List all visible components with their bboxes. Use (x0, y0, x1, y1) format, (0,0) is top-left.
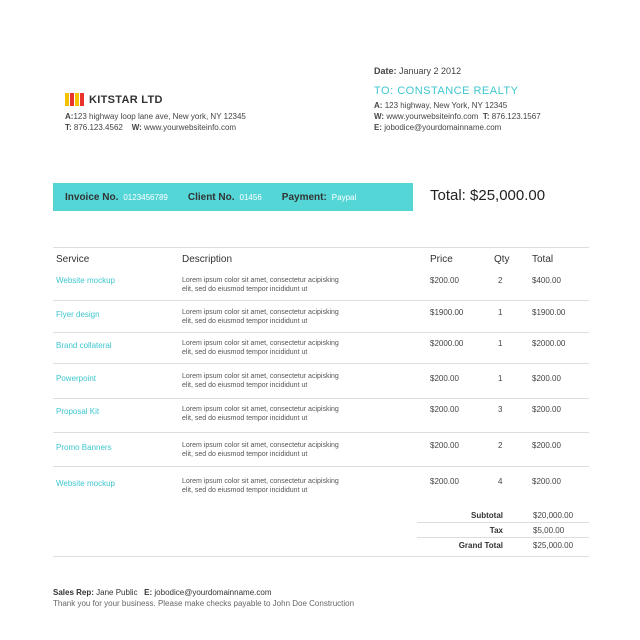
row-service: Powerpoint (56, 374, 97, 383)
client-no-value: 01456 (239, 192, 262, 202)
invoice-info-bar (53, 183, 413, 211)
row-service: Promo Banners (56, 443, 112, 452)
row-service: Flyer design (56, 310, 100, 319)
header-description: Description (182, 254, 233, 265)
logo-bar (80, 93, 84, 106)
logo-bar (75, 93, 79, 106)
tax-label: Tax (489, 526, 503, 535)
row-qty: 4 (498, 477, 503, 486)
sales-rep-line: Sales Rep: Jane Public E: jobodice@yourdomainname.com (53, 588, 272, 597)
row-total: $1900.00 (532, 308, 566, 317)
row-divider (53, 363, 589, 364)
row-price: $200.00 (430, 477, 459, 486)
grand-total-value: $25,000.00 (533, 541, 574, 550)
invoice-date: Date: January 2 2012 (374, 66, 462, 76)
row-divider (53, 332, 589, 333)
row-qty: 1 (498, 308, 503, 317)
row-description: Lorem ipsum color sit amet, consectetur acipisking elit, sed do eiusmod tempor incididunt ut (182, 442, 339, 458)
client-email: E: jobodice@yourdomainname.com (374, 123, 502, 132)
row-total: $400.00 (532, 276, 561, 285)
table-top-rule (53, 247, 589, 248)
row-description: Lorem ipsum color sit amet, consectetur acipisking elit, sed do eiusmod tempor incididunt ut (182, 406, 339, 422)
row-qty: 3 (498, 405, 503, 414)
row-price: $200.00 (430, 441, 459, 450)
row-total: $200.00 (532, 405, 561, 414)
company-contact: T: 876.123.4562 W: www.yourwebsiteinfo.com (65, 123, 237, 132)
row-divider (53, 398, 589, 399)
summary-rule (417, 537, 589, 538)
logo-bar (70, 93, 74, 106)
payment-value: Paypal (331, 192, 357, 202)
thank-you-note: Thank you for your business. Please make checks payable to John Doe Construction (53, 599, 355, 608)
client-name: TO: CONSTANCE REALTY (374, 85, 519, 97)
company-logo (65, 93, 163, 106)
row-price: $200.00 (430, 374, 459, 383)
row-total: $200.00 (532, 441, 561, 450)
client-no-label: Client No. (187, 191, 235, 203)
header-service: Service (56, 254, 90, 265)
row-description: Lorem ipsum color sit amet, consectetur acipisking elit, sed do eiusmod tempor incididunt ut (182, 373, 339, 389)
row-description: Lorem ipsum color sit amet, consectetur acipisking elit, sed do eiusmod tempor incididunt ut (182, 340, 339, 356)
row-divider (53, 432, 589, 433)
subtotal-value: $20,000.00 (533, 511, 574, 520)
logo-bar (65, 93, 69, 106)
row-price: $200.00 (430, 405, 459, 414)
invoice-no-label: Invoice No. (65, 191, 119, 203)
logo-bars-icon (65, 93, 84, 106)
row-service: Brand collateral (56, 341, 112, 350)
row-divider (53, 300, 589, 301)
row-total: $2000.00 (532, 339, 566, 348)
invoice-no-value: 0123456789 (123, 192, 168, 202)
row-service: Website mockup (56, 276, 115, 285)
row-qty: 1 (498, 374, 503, 383)
payment-label: Payment: (281, 191, 327, 203)
company-name: KITSTAR LTD (89, 93, 163, 106)
row-price: $1900.00 (430, 308, 464, 317)
row-description: Lorem ipsum color sit amet, consectetur acipisking elit, sed do eiusmod tempor incididunt ut (182, 309, 339, 325)
summary-rule (417, 522, 589, 523)
client-web-phone: W: www.yourwebsiteinfo.com T: 876.123.1567 (374, 112, 541, 121)
tax-value: $5,00.00 (533, 526, 565, 535)
row-price: $200.00 (430, 276, 459, 285)
subtotal-label: Subtotal (471, 511, 503, 520)
client-address: A: 123 highway, New York, NY 12345 (374, 101, 508, 110)
row-description: Lorem ipsum color sit amet, consectetur acipisking elit, sed do eiusmod tempor incididunt ut (182, 478, 339, 494)
row-service: Website mockup (56, 479, 115, 488)
row-description: Lorem ipsum color sit amet, consectetur acipisking elit, sed do eiusmod tempor incididunt ut (182, 277, 339, 293)
row-service: Proposal Kit (56, 407, 100, 416)
row-qty: 2 (498, 441, 503, 450)
header-price: Price (430, 254, 453, 265)
company-address: A:123 highway loop lane ave, New york, NY 12345 (65, 112, 246, 121)
row-price: $2000.00 (430, 339, 464, 348)
summary-bottom-rule (53, 556, 589, 557)
row-total: $200.00 (532, 374, 561, 383)
header-total: Total (532, 254, 554, 265)
header-qty: Qty (494, 254, 510, 265)
total-headline: Total: $25,000.00 (430, 187, 546, 204)
grand-total-label: Grand Total (458, 541, 503, 550)
row-total: $200.00 (532, 477, 561, 486)
row-qty: 1 (498, 339, 503, 348)
row-qty: 2 (498, 276, 503, 285)
row-divider (53, 466, 589, 467)
